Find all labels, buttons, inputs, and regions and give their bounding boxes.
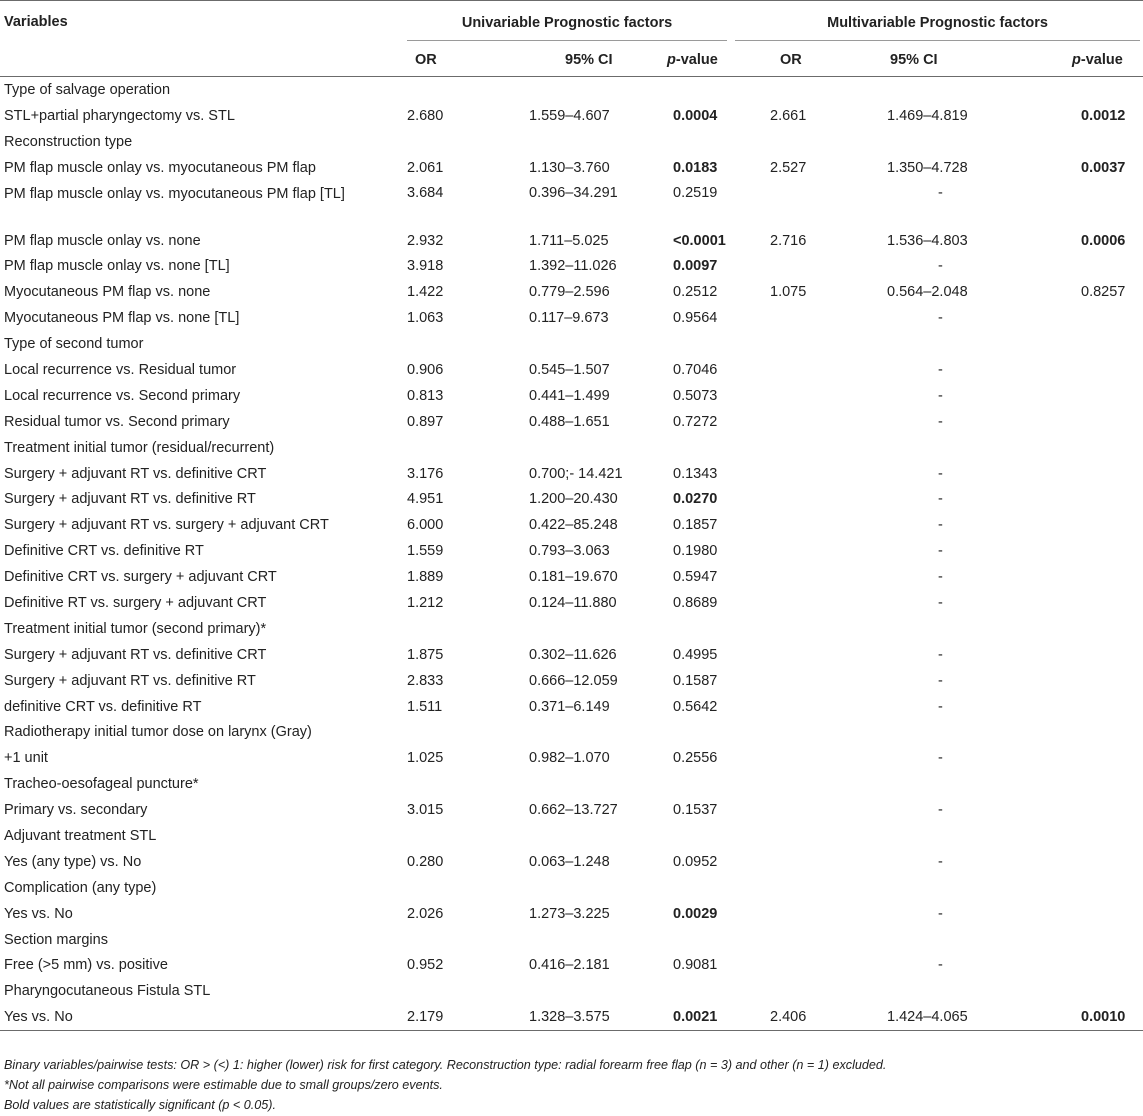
- section-label: Tracheo-oesofageal puncture*: [4, 776, 199, 793]
- univariable-ci: 0.063–1.248: [529, 853, 610, 870]
- row-label: Local recurrence vs. Residual tumor: [4, 361, 237, 378]
- univariable-p-value: 0.5073: [673, 387, 718, 404]
- section-row: [0, 771, 1143, 797]
- univariable-p-value: 0.8689: [673, 594, 718, 611]
- table-row: [0, 1004, 1143, 1030]
- row-label: Surgery + adjuvant RT vs. definitive RT: [4, 672, 256, 689]
- section-row: [0, 927, 1143, 953]
- section-row: [0, 823, 1143, 849]
- table-row: [0, 901, 1143, 927]
- row-label: Surgery + adjuvant RT vs. definitive CRT: [4, 646, 267, 663]
- multivariable-not-estimable: -: [938, 672, 943, 689]
- univariable-or: 3.918: [407, 258, 444, 275]
- univariable-ci: 0.488–1.651: [529, 413, 610, 430]
- multivariable-not-estimable: -: [938, 413, 943, 430]
- multivariable-not-estimable: -: [938, 698, 943, 715]
- row-label: Free (>5 mm) vs. positive: [4, 957, 168, 974]
- row-label: PM flap muscle onlay vs. none [TL]: [4, 258, 230, 275]
- multivariable-not-estimable: -: [938, 905, 943, 922]
- table-row: [0, 849, 1143, 875]
- table-row: [0, 538, 1143, 564]
- univariable-or: 2.833: [407, 672, 444, 689]
- multivariable-not-estimable: -: [938, 361, 943, 378]
- univariable-or: 0.952: [407, 957, 444, 974]
- univariable-ci: 0.545–1.507: [529, 361, 610, 378]
- row-label: Yes (any type) vs. No: [4, 853, 142, 870]
- multivariable-not-estimable: -: [938, 957, 943, 974]
- m-or-header: OR: [780, 51, 802, 68]
- univariable-ci: 1.273–3.225: [529, 905, 610, 922]
- univariable-or: 2.680: [407, 107, 444, 124]
- row-label: Myocutaneous PM flap vs. none [TL]: [4, 310, 240, 327]
- multivariable-not-estimable: -: [938, 594, 943, 611]
- univariable-or: 1.559: [407, 543, 444, 560]
- univariable-ci: 0.124–11.880: [529, 594, 617, 611]
- univariable-p-value: 0.0097: [673, 258, 718, 275]
- multivariable-or: 2.406: [770, 1004, 855, 1030]
- row-label: Local recurrence vs. Second primary: [4, 387, 241, 404]
- table-row: [0, 486, 1143, 512]
- univariable-header: Univariable Prognostic factors: [407, 3, 727, 41]
- multivariable-ci: 1.424–4.065: [880, 1004, 1013, 1030]
- multivariable-not-estimable: -: [938, 465, 943, 482]
- table-row: [0, 357, 1143, 383]
- multivariable-or: 2.716: [770, 232, 807, 249]
- univariable-p-value: 0.1980: [673, 543, 718, 560]
- univariable-ci: 0.793–3.063: [529, 543, 610, 560]
- row-label: Definitive RT vs. surgery + adjuvant CRT: [4, 594, 267, 611]
- univariable-or: 0.280: [407, 853, 444, 870]
- multivariable-not-estimable: -: [938, 387, 943, 404]
- u-p-header: p-value: [640, 43, 735, 77]
- u-ci-header: 95% CI: [485, 43, 640, 77]
- univariable-or: 0.897: [407, 413, 444, 430]
- univariable-ci: 0.302–11.626: [529, 646, 617, 663]
- univariable-ci: 0.371–6.149: [529, 698, 610, 715]
- univariable-ci: 0.396–34.291: [529, 184, 618, 201]
- row-label: +1 unit: [4, 750, 48, 767]
- univariable-p-value: 0.9564: [673, 310, 718, 327]
- footnote-2: *Not all pairwise comparisons were estimable due to small groups/zero events.: [4, 1078, 443, 1092]
- univariable-or: 1.025: [407, 750, 444, 767]
- univariable-or: 4.951: [407, 491, 444, 508]
- multivariable-p-value: 0.0037: [1081, 159, 1126, 176]
- multivariable-ci: 0.564–2.048: [887, 284, 968, 301]
- univariable-p-value: 0.0029: [673, 905, 718, 922]
- table-row: [0, 745, 1143, 771]
- multivariable-not-estimable: -: [938, 646, 943, 663]
- row-label: Yes vs. No: [0, 1004, 395, 1030]
- section-row: [0, 719, 1143, 745]
- univariable-or: 3.176: [407, 465, 444, 482]
- univariable-p-value: 0.1857: [673, 517, 718, 534]
- table-row: [0, 181, 1143, 228]
- table-row: [0, 694, 1143, 720]
- multivariable-or: 2.527: [770, 159, 807, 176]
- univariable-p-value: 0.9081: [673, 957, 718, 974]
- section-label: Type of salvage operation: [4, 81, 171, 98]
- univariable-or: 2.179: [395, 1004, 485, 1030]
- univariable-or: 1.422: [407, 284, 444, 301]
- header-row-groups: [0, 1, 1143, 44]
- section-label: Treatment initial tumor (residual/recurrent): [4, 439, 275, 456]
- section-row: [0, 331, 1143, 357]
- multivariable-not-estimable: -: [938, 310, 943, 327]
- section-label: Treatment initial tumor (second primary)*: [4, 620, 267, 637]
- univariable-ci: 1.328–3.575: [485, 1004, 640, 1030]
- section-label: Adjuvant treatment STL: [4, 827, 157, 844]
- row-label: PM flap muscle onlay vs. myocutaneous PM flap: [4, 159, 316, 176]
- univariable-ci: 0.181–19.670: [529, 569, 618, 586]
- univariable-or: 2.932: [407, 232, 444, 249]
- multivariable-ci: 1.350–4.728: [887, 159, 968, 176]
- m-ci-header: 95% CI: [880, 43, 1013, 77]
- row-label: PM flap muscle onlay vs. myocutaneous PM flap [TL]: [4, 185, 345, 202]
- table-row: [0, 305, 1143, 331]
- univariable-ci: 0.779–2.596: [529, 284, 610, 301]
- multivariable-not-estimable: -: [938, 543, 943, 560]
- u-or-header: OR: [395, 43, 485, 77]
- m-p-header: p-value: [1013, 43, 1143, 77]
- row-label: Myocutaneous PM flap vs. none: [4, 284, 211, 301]
- multivariable-not-estimable: -: [938, 491, 943, 508]
- univariable-or: 1.889: [407, 569, 444, 586]
- univariable-or: 0.813: [407, 387, 444, 404]
- univariable-p-value: 0.4995: [673, 646, 718, 663]
- multivariable-not-estimable: -: [938, 569, 943, 586]
- univariable-ci: 1.200–20.430: [529, 491, 618, 508]
- multivariable-or: 1.075: [770, 284, 807, 301]
- univariable-ci: 0.666–12.059: [529, 672, 618, 689]
- univariable-p-value: 0.0270: [673, 491, 718, 508]
- row-label: Surgery + adjuvant RT vs. definitive CRT: [4, 465, 267, 482]
- univariable-p-value: 0.0952: [673, 853, 718, 870]
- row-label: Yes vs. No: [4, 905, 73, 922]
- table-row: [0, 953, 1143, 979]
- univariable-p-value: 0.2556: [673, 750, 718, 767]
- header-row-columns: [0, 43, 1143, 77]
- univariable-p-value: 0.0004: [673, 107, 718, 124]
- univariable-p-value: 0.7272: [673, 413, 718, 430]
- univariable-ci: 0.700;- 14.421: [529, 465, 623, 482]
- table-body: [0, 77, 1143, 1031]
- univariable-or: 1.875: [407, 646, 444, 663]
- univariable-p-value: 0.1587: [673, 672, 718, 689]
- univariable-p-value: 0.1537: [673, 802, 718, 819]
- variables-header: Variables: [0, 1, 395, 44]
- section-row: [0, 616, 1143, 642]
- row-label: Definitive CRT vs. definitive RT: [4, 543, 204, 560]
- table-row: [0, 461, 1143, 487]
- section-label: Radiotherapy initial tumor dose on larynx (Gray): [4, 724, 312, 741]
- univariable-p-value: 0.5642: [673, 698, 718, 715]
- table-row: [0, 668, 1143, 694]
- univariable-p-value: 0.2519: [673, 184, 718, 201]
- univariable-or: 2.061: [407, 159, 444, 176]
- section-label: Pharyngocutaneous Fistula STL: [4, 983, 211, 1000]
- univariable-ci: 0.982–1.070: [529, 750, 610, 767]
- row-label: PM flap muscle onlay vs. none: [4, 232, 201, 249]
- multivariable-not-estimable: -: [938, 184, 943, 201]
- table-row: [0, 797, 1143, 823]
- table-row: [0, 512, 1143, 538]
- univariable-or: 6.000: [407, 517, 444, 534]
- univariable-or: 3.015: [407, 802, 444, 819]
- univariable-p-value: 0.7046: [673, 361, 718, 378]
- table-row: [0, 409, 1143, 435]
- multivariable-p-value: 0.0012: [1081, 107, 1126, 124]
- univariable-ci: 0.416–2.181: [529, 957, 610, 974]
- multivariable-ci: 1.536–4.803: [887, 232, 968, 249]
- multivariable-header: Multivariable Prognostic factors: [735, 3, 1140, 41]
- table-row: [0, 228, 1143, 254]
- footnote-1: Binary variables/pairwise tests: OR > (<) 1: higher (lower) risk for first category. Reconstruction type: radial forearm free flap (n = 3) and other (n = 1) excluded.: [4, 1058, 887, 1072]
- multivariable-not-estimable: -: [938, 853, 943, 870]
- section-label: Complication (any type): [4, 879, 157, 896]
- univariable-or: 2.026: [407, 905, 444, 922]
- section-row: [0, 435, 1143, 461]
- table-row: [0, 279, 1143, 305]
- multivariable-not-estimable: -: [938, 750, 943, 767]
- univariable-or: 1.212: [407, 594, 444, 611]
- table-row: [0, 383, 1143, 409]
- univariable-ci: 0.662–13.727: [529, 802, 618, 819]
- section-row: [0, 129, 1143, 155]
- footnote-3: Bold values are statistically significant (p < 0.05).: [4, 1098, 276, 1112]
- univariable-ci: 1.130–3.760: [529, 159, 610, 176]
- row-label: STL+partial pharyngectomy vs. STL: [4, 107, 235, 124]
- univariable-p-value: 0.0021: [640, 1004, 735, 1030]
- univariable-ci: 1.711–5.025: [529, 232, 609, 249]
- table-row: [0, 103, 1143, 129]
- univariable-p-value: 0.1343: [673, 465, 718, 482]
- table-row: [0, 155, 1143, 181]
- section-row: [0, 77, 1143, 103]
- univariable-or: 3.684: [407, 184, 444, 201]
- univariable-ci: 1.559–4.607: [529, 107, 610, 124]
- section-row: [0, 978, 1143, 1004]
- univariable-or: 1.511: [407, 698, 443, 715]
- multivariable-p-value: 0.0010: [1013, 1004, 1143, 1030]
- section-label: Section margins: [4, 931, 108, 948]
- univariable-or: 0.906: [407, 361, 444, 378]
- table-row: [0, 590, 1143, 616]
- univariable-p-value: 0.5947: [673, 569, 718, 586]
- univariable-p-value: <0.0001: [673, 232, 726, 249]
- univariable-ci: 0.422–85.248: [529, 517, 618, 534]
- univariable-p-value: 0.0183: [673, 159, 718, 176]
- table-row: [0, 564, 1143, 590]
- row-label: definitive CRT vs. definitive RT: [4, 698, 202, 715]
- multivariable-not-estimable: -: [938, 517, 943, 534]
- multivariable-or: 2.661: [770, 107, 807, 124]
- section-row: [0, 875, 1143, 901]
- univariable-ci: 0.117–9.673: [529, 310, 609, 327]
- multivariable-not-estimable: -: [938, 802, 943, 819]
- row-label: Primary vs. secondary: [4, 802, 148, 819]
- multivariable-p-value: 0.8257: [1081, 284, 1126, 301]
- row-label: Surgery + adjuvant RT vs. surgery + adjuvant CRT: [4, 517, 329, 534]
- multivariable-not-estimable: -: [938, 258, 943, 275]
- row-label: Residual tumor vs. Second primary: [4, 413, 230, 430]
- section-label: Reconstruction type: [4, 133, 133, 150]
- table-row: [0, 642, 1143, 668]
- row-label: Surgery + adjuvant RT vs. definitive RT: [4, 491, 256, 508]
- row-label: Definitive CRT vs. surgery + adjuvant CRT: [4, 569, 277, 586]
- section-label: Type of second tumor: [4, 336, 144, 353]
- univariable-ci: 0.441–1.499: [529, 387, 610, 404]
- multivariable-p-value: 0.0006: [1081, 232, 1126, 249]
- univariable-or: 1.063: [407, 310, 444, 327]
- univariable-ci: 1.392–11.026: [529, 258, 617, 275]
- table-row: [0, 253, 1143, 279]
- univariable-p-value: 0.2512: [673, 284, 718, 301]
- multivariable-ci: 1.469–4.819: [887, 107, 968, 124]
